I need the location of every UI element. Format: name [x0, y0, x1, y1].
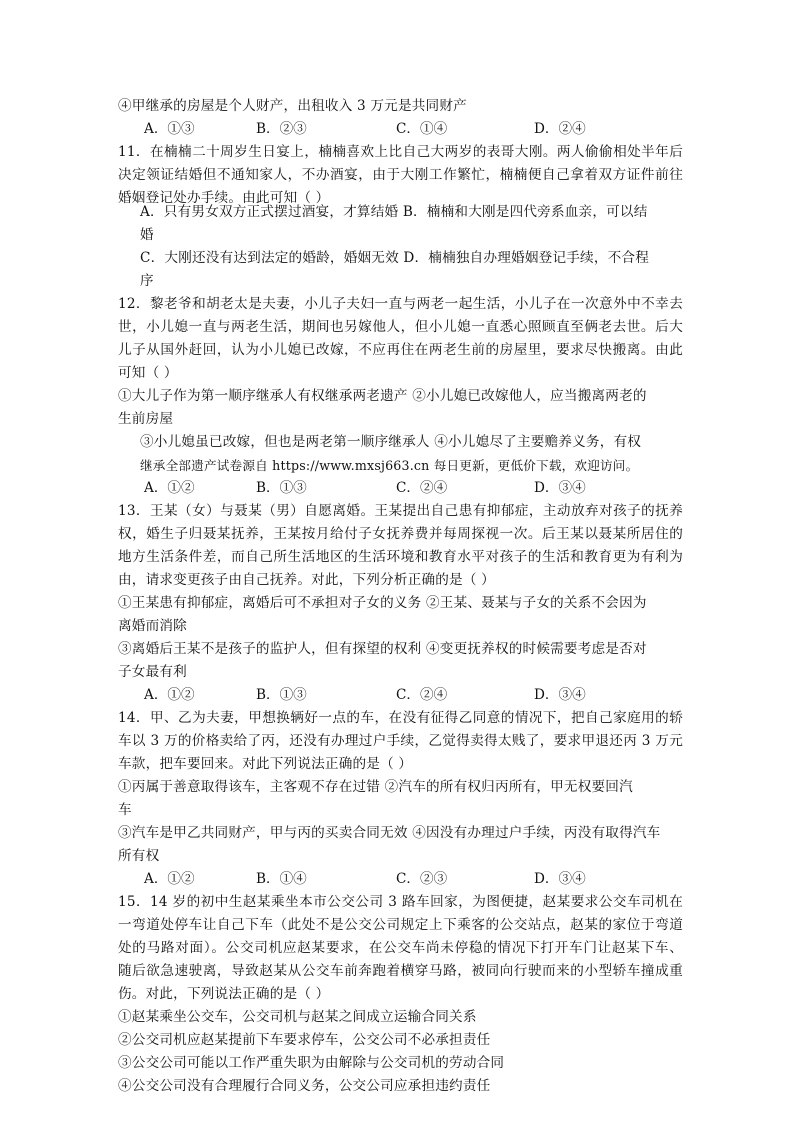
q13-item-line: 子女最有利	[118, 664, 187, 680]
q11-option-line: 婚	[140, 227, 154, 243]
q15-item-line: ③公交公司可能以工作严重失职为由解除与公交司机的劳动合同	[118, 1055, 505, 1071]
q10-answer-options	[144, 118, 664, 141]
answer-c[interactable]: C．②③	[396, 871, 448, 887]
answer-d[interactable]: D．②④	[534, 121, 586, 137]
q15-stem-line: 随后欲急速驶离，导致赵某从公交车前奔跑着横穿马路，被同向行驶而来的小型轿车撞成重	[118, 963, 683, 979]
q11-option-line: C．大刚还没有达到法定的婚龄，婚姻无效 D．楠楠独自办理婚姻登记手续，不合程	[140, 250, 649, 266]
q14-item-line: 车	[118, 802, 132, 818]
q14-answer-options	[144, 868, 664, 891]
q15-item-line: ①赵某乘坐公交车，公交司机与赵某之间成立运输合同关系	[118, 1009, 477, 1025]
q12-item-line: ③小儿媳虽已改嫁，但也是两老第一顺序继承人 ④小儿媳尽了主要赡养义务，有权	[140, 434, 642, 450]
q14-item-line: ①丙属于善意取得该车，主客观不存在过错 ②汽车的所有权归丙所有，甲无权要回汽	[118, 779, 633, 795]
q14-item-line: 所有权	[118, 848, 160, 864]
q11-option-line: 序	[140, 273, 154, 289]
q13-item-line: ①王某患有抑郁症，离婚后可不承担对子女的义务 ②王某、聂某与子女的关系不会因为	[118, 595, 647, 611]
q12-item-line: 继承全部遗产试卷源自 https://www.mxsj663.cn 每日更新，更低价下载，欢迎访问。	[140, 458, 639, 473]
q13-item-line: ③离婚后王某不是孩子的监护人，但有探望的权利 ④变更抚养权的时候需要考虑是否对	[118, 641, 647, 657]
answer-d[interactable]: D．③④	[534, 871, 586, 887]
answer-a[interactable]: A．①②	[144, 871, 195, 887]
answer-a[interactable]: A．①③	[144, 121, 195, 137]
answer-c[interactable]: C．②④	[396, 480, 448, 496]
answer-b[interactable]: B．①④	[256, 871, 307, 887]
q13-stem-line: 权，婚生子归聂某抚养，王某按月给付子女抚养费并每周探视一次。后王某以聂某所居住的	[118, 526, 683, 542]
q12-stem-line: 12．黎老爷和胡老太是夫妻，小儿子夫妇一直与两老一起生活，小儿子在一次意外中不幸去	[118, 296, 683, 312]
q12-answer-options	[144, 477, 664, 500]
q15-item-line: ④公交公司没有合理履行合同义务，公交公司应承担违约责任	[118, 1078, 491, 1094]
q12-item-line: 生前房屋	[118, 411, 174, 427]
q12-stem-line: 世，小儿媳一直与两老生活，期间也另嫁他人，但小儿媳一直悉心照顾直至俩老去世。后大	[118, 319, 683, 335]
q13-stem-line: 由，请求变更孩子由自己抚养。对此，下列分析正确的是（ ）	[118, 572, 495, 588]
q13-item-line: 离婚而消除	[118, 618, 187, 634]
q11-stem-line: 婚姻登记处办手续。由此可知（ ）	[118, 190, 330, 206]
q15-stem-line: 一弯道处停车让自己下车（此处不是公交公司规定上下乘客的公交站点，赵某的家位于弯道	[118, 917, 683, 933]
q12-stem-line: 儿子从国外赶回，认为小儿媳已改嫁，不应再住在两老生前的房屋里，要求尽快搬离。由此	[118, 342, 683, 358]
answer-c[interactable]: C．①④	[396, 121, 448, 137]
answer-d[interactable]: D．③④	[534, 687, 586, 703]
q14-stem-line: 车款，把车要回来。对此下列说法正确的是（ ）	[118, 756, 413, 772]
q15-stem-line: 15．14 岁的初中生赵某乘坐本市公交公司 3 路车回家，为图便捷，赵某要求公交车司机在	[118, 894, 683, 910]
q14-stem-line: 车以 3 万的价格卖给了丙，还没有办理过户手续，乙觉得卖得太贱了，要求甲退还丙 3 万元	[118, 733, 683, 749]
q13-stem-line: 地方生活条件差，而自己所生活地区的生活环境和教育水平对孩子的生活和教育更为有利为	[118, 549, 683, 565]
q13-answer-options	[144, 684, 664, 707]
answer-d[interactable]: D．③④	[534, 480, 586, 496]
answer-b[interactable]: B．①③	[256, 687, 307, 703]
q11-stem-line: 11．在楠楠二十周岁生日宴上，楠楠喜欢上比自己大两岁的表哥大刚。两人偷偷相处半年后	[118, 144, 683, 160]
answer-c[interactable]: C．②④	[396, 687, 448, 703]
q12-item-line: ①大儿子作为第一顺序继承人有权继承两老遗产 ②小儿媳已改嫁他人，应当搬离两老的	[118, 388, 647, 404]
answer-a[interactable]: A．①②	[144, 480, 195, 496]
q10-option-4: ④甲继承的房屋是个人财产，出租收入 3 万元是共同财产	[118, 98, 467, 114]
q15-item-line: ②公交司机应赵某提前下车要求停车，公交公司不必承担责任	[118, 1032, 491, 1048]
q13-stem-line: 13．王某（女）与聂某（男）自愿离婚。王某提出自己患有抑郁症，主动放弃对孩子的抚养	[118, 503, 683, 519]
q15-stem-line: 处的马路对面）。公交司机应赵某要求，在公交车尚未停稳的情况下打开车门让赵某下车、	[118, 940, 683, 956]
answer-b[interactable]: B．①③	[256, 480, 307, 496]
q11-option-line: A．只有男女双方正式摆过酒宴，才算结婚 B．楠楠和大刚是四代旁系血亲，可以结	[140, 204, 648, 220]
q14-stem-line: 14．甲、乙为夫妻，甲想换辆好一点的车，在没有征得乙同意的情况下，把自己家庭用的轿	[118, 710, 683, 726]
q12-stem-line: 可知（ ）	[118, 365, 178, 381]
q15-stem-line: 伤。对此，下列说法正确的是（ ）	[118, 986, 330, 1002]
answer-a[interactable]: A．①②	[144, 687, 195, 703]
q11-stem-line: 决定领证结婚但不通知家人，不办酒宴，由于大刚工作繁忙，楠楠便自己拿着双方证件前往	[118, 167, 683, 183]
q14-item-line: ③汽车是甲乙共同财产，甲与丙的买卖合同无效 ④因没有办理过户手续，丙没有取得汽车	[118, 825, 661, 841]
answer-b[interactable]: B．②③	[256, 121, 307, 137]
